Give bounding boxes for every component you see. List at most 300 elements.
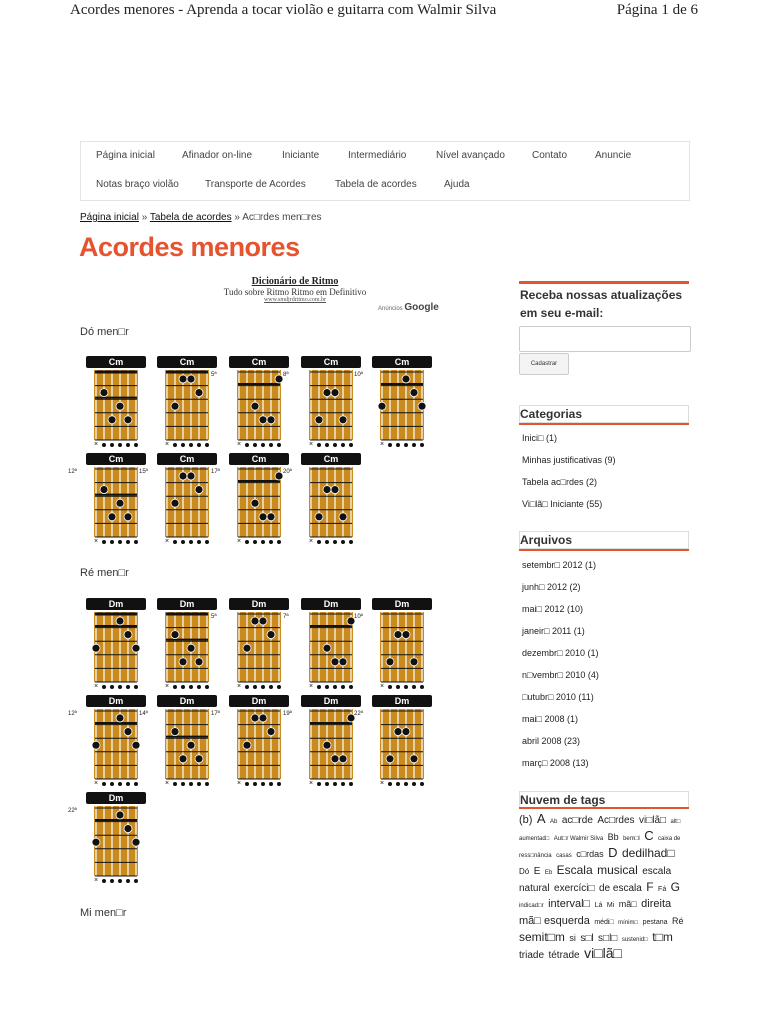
finger-dot	[108, 416, 116, 424]
ads-brand: Google	[404, 302, 439, 313]
tag-link[interactable]: aumentad□	[519, 836, 550, 842]
archive-item[interactable]: setembr□ 2012 (1)	[522, 560, 596, 570]
finger-dot	[187, 375, 195, 383]
finger-dot	[195, 389, 203, 397]
chord-name: Cm	[229, 356, 289, 368]
fretboard-grid	[227, 705, 291, 781]
string-marker	[118, 782, 122, 786]
tag-link[interactable]: (b)	[519, 814, 533, 826]
tag-link[interactable]: direita	[641, 898, 672, 910]
string-marker	[197, 782, 201, 786]
string-marker	[110, 879, 114, 883]
finger-dot	[402, 631, 410, 639]
tag-link[interactable]: D	[608, 845, 618, 860]
finger-dot	[410, 755, 418, 763]
string-marker	[126, 782, 130, 786]
fretboard-grid	[299, 463, 363, 539]
finger-dot	[132, 741, 140, 749]
finger-dot	[100, 486, 108, 494]
string-marker	[253, 685, 257, 689]
chord-name: Cm	[301, 453, 361, 465]
string-marker	[388, 685, 392, 689]
finger-dot	[275, 472, 283, 480]
muted-string-mark: ×	[165, 683, 170, 690]
finger-dot	[267, 728, 275, 736]
string-marker	[134, 443, 138, 447]
tag-link[interactable]: C	[644, 828, 654, 843]
muted-string-mark: ×	[380, 441, 385, 448]
string-marker	[102, 443, 106, 447]
string-marker	[269, 443, 273, 447]
muted-string-mark: ×	[237, 538, 242, 545]
breadcrumb-parent[interactable]: Tabela de acordes	[149, 212, 232, 223]
tag-link[interactable]: bem□l	[623, 836, 640, 842]
finger-dot	[179, 472, 187, 480]
nav-beginner[interactable]: Iniciante	[282, 150, 320, 161]
chord-fret-label: 17ª	[211, 469, 220, 475]
chord-diagram	[68, 792, 148, 888]
string-marker	[205, 685, 209, 689]
string-marker	[317, 685, 321, 689]
tag-link[interactable]: s□l□	[598, 933, 618, 944]
finger-dot	[339, 416, 347, 424]
finger-dot	[171, 631, 179, 639]
finger-dot	[124, 416, 132, 424]
muted-string-mark: ×	[309, 538, 314, 545]
finger-dot	[132, 838, 140, 846]
string-marker	[173, 782, 177, 786]
categories-title: Categorias	[520, 407, 583, 421]
chord-name: Cm	[157, 356, 217, 368]
chord-fret-label: 20ª	[283, 469, 292, 475]
finger-dot	[386, 755, 394, 763]
chord-diagram	[283, 598, 363, 694]
string-marker	[261, 782, 265, 786]
chord-diagram	[84, 356, 148, 452]
muted-string-mark: ×	[309, 441, 314, 448]
string-marker	[118, 685, 122, 689]
finger-dot	[124, 728, 132, 736]
tag-link[interactable]: Mi	[606, 902, 615, 909]
string-marker	[126, 879, 130, 883]
string-marker	[349, 782, 353, 786]
chord-diagram	[68, 695, 148, 791]
muted-string-mark: ×	[165, 538, 170, 545]
muted-string-mark: ×	[237, 683, 242, 690]
muted-string-mark: ×	[380, 683, 385, 690]
string-marker	[253, 443, 257, 447]
chord-name: Cm	[372, 356, 432, 368]
print-header	[0, 0, 768, 24]
finger-dot	[124, 631, 132, 639]
category-item[interactable]: Tabela ac□rdes (2)	[522, 477, 597, 487]
tag-link[interactable]: Fá	[658, 886, 667, 893]
finger-dot	[259, 714, 267, 722]
string-marker	[349, 540, 353, 544]
finger-dot	[323, 741, 331, 749]
archive-item[interactable]: mai□ 2012 (10)	[522, 604, 583, 614]
finger-dot	[394, 728, 402, 736]
tag-link[interactable]: A	[536, 811, 546, 826]
string-marker	[317, 540, 321, 544]
muted-string-mark: ×	[165, 780, 170, 787]
string-marker	[269, 685, 273, 689]
string-marker	[261, 685, 265, 689]
chord-diagram	[139, 453, 219, 549]
chord-diagram	[139, 695, 219, 791]
finger-dot	[315, 416, 323, 424]
page-title: Acordes menores	[79, 232, 300, 262]
tag-link[interactable]: Ac□rdes	[597, 815, 635, 826]
muted-string-mark: ×	[94, 441, 99, 448]
breadcrumb	[80, 212, 322, 223]
finger-dot	[187, 741, 195, 749]
section-re-minor: Ré men□r	[80, 567, 129, 579]
chord-name: Dm	[157, 695, 217, 707]
finger-dot	[259, 513, 267, 521]
nav-home[interactable]: Página inicial	[96, 150, 155, 161]
finger-dot	[116, 811, 124, 819]
fretboard-grid	[370, 366, 434, 442]
archives-rule	[519, 549, 689, 551]
string-marker	[261, 443, 265, 447]
tag-link[interactable]: vi□lã□	[638, 815, 667, 826]
finger-dot	[195, 658, 203, 666]
string-marker	[189, 540, 193, 544]
muted-string-mark: ×	[94, 538, 99, 545]
fretboard	[380, 709, 424, 779]
string-marker	[404, 782, 408, 786]
fretboard	[380, 612, 424, 682]
category-item[interactable]: Vi□lã□ Iniciante (55)	[522, 499, 603, 509]
chord-name: Dm	[301, 695, 361, 707]
string-marker	[325, 443, 329, 447]
string-marker	[325, 685, 329, 689]
string-marker	[126, 443, 130, 447]
string-marker	[341, 540, 345, 544]
nav-fretboard-notes[interactable]: Notas braço violão	[96, 179, 179, 190]
tag-link[interactable]: indicad□r	[519, 903, 544, 909]
chord-fret-label: 8ª	[283, 372, 289, 378]
chord-diagram	[68, 453, 148, 549]
email-input[interactable]	[519, 326, 691, 352]
section-mi-minor: Mi men□r	[80, 907, 127, 919]
print-page-number: Página 1 de 6	[616, 2, 698, 18]
breadcrumb-separator: »	[231, 212, 243, 223]
string-marker	[173, 443, 177, 447]
chord-fret-label: 19ª	[283, 711, 292, 717]
string-marker	[420, 685, 424, 689]
string-marker	[333, 443, 337, 447]
muted-string-mark: ×	[237, 441, 242, 448]
chord-diagram	[354, 356, 434, 452]
fretboard-grid	[370, 705, 434, 781]
ads-text: Anúncios	[378, 306, 403, 312]
string-marker	[412, 685, 416, 689]
tag-cloud	[519, 812, 689, 962]
breadcrumb-current: Ac□rdes men□res	[242, 212, 322, 223]
finger-dot	[339, 513, 347, 521]
finger-dot	[259, 416, 267, 424]
finger-dot	[187, 472, 195, 480]
archive-item[interactable]: abril 2008 (23)	[522, 736, 581, 746]
archive-item[interactable]: junh□ 2012 (2)	[522, 582, 581, 592]
string-marker	[110, 443, 114, 447]
nav-advertise[interactable]: Anuncie	[595, 150, 632, 161]
breadcrumb-home[interactable]: Página inicial	[80, 212, 139, 223]
category-item[interactable]: Minhas justificativas (9)	[522, 455, 616, 465]
chord-fret-label: 5ª	[211, 614, 217, 620]
chord-diagram	[211, 695, 291, 791]
chord-fret-label: 15ª	[139, 469, 148, 475]
archive-item[interactable]: dezembr□ 2010 (1)	[522, 648, 599, 658]
finger-dot	[171, 402, 179, 410]
nav-chord-table[interactable]: Tabela de acordes	[335, 179, 417, 190]
string-marker	[118, 879, 122, 883]
string-marker	[269, 540, 273, 544]
tag-link[interactable]: Eb	[544, 870, 553, 876]
finger-dot	[386, 658, 394, 666]
tag-link[interactable]: Bb	[607, 832, 619, 842]
archive-item[interactable]: □utubr□ 2010 (11)	[522, 692, 594, 702]
finger-dot	[171, 499, 179, 507]
chord-diagram	[84, 598, 148, 694]
ads-label[interactable]	[378, 302, 439, 313]
string-marker	[102, 540, 106, 544]
archive-item[interactable]: mai□ 2008 (1)	[522, 714, 578, 724]
finger-dot	[243, 741, 251, 749]
chord-name: Dm	[86, 792, 146, 804]
string-marker	[412, 443, 416, 447]
string-marker	[396, 782, 400, 786]
string-marker	[205, 782, 209, 786]
chord-name: Dm	[372, 695, 432, 707]
string-marker	[245, 685, 249, 689]
string-marker	[396, 685, 400, 689]
nav-advanced[interactable]: Nível avançado	[436, 150, 505, 161]
finger-dot	[187, 644, 195, 652]
tag-link[interactable]: t□m	[652, 930, 673, 944]
string-marker	[126, 685, 130, 689]
string-marker	[388, 782, 392, 786]
tag-link[interactable]: escala natural	[519, 866, 672, 894]
tag-link[interactable]: interval□	[548, 898, 591, 910]
string-marker	[173, 685, 177, 689]
chord-name: Dm	[229, 695, 289, 707]
tag-link[interactable]: exercíci□	[554, 883, 595, 894]
newsletter-title-line2: em seu e-mail:	[520, 306, 604, 320]
string-marker	[341, 443, 345, 447]
string-marker	[189, 443, 193, 447]
string-marker	[277, 540, 281, 544]
string-marker	[341, 685, 345, 689]
fretboard-grid	[155, 608, 219, 684]
chord-diagram	[354, 598, 434, 694]
tag-link[interactable]: de escala	[598, 883, 642, 894]
tag-link[interactable]: dedilhad□	[621, 846, 675, 860]
tag-link[interactable]: triade	[519, 950, 545, 961]
finger-dot	[267, 416, 275, 424]
chord-diagram	[283, 453, 363, 549]
nav-help[interactable]: Ajuda	[444, 179, 470, 190]
string-marker	[317, 443, 321, 447]
string-marker	[134, 782, 138, 786]
chord-name: Cm	[229, 453, 289, 465]
finger-dot	[124, 513, 132, 521]
tag-link[interactable]: mã□	[618, 899, 637, 909]
fretboard-grid	[227, 463, 291, 539]
string-marker	[134, 540, 138, 544]
string-marker	[102, 782, 106, 786]
finger-dot	[331, 658, 339, 666]
tag-link[interactable]: Dó	[519, 867, 530, 876]
tag-link[interactable]: E	[533, 866, 541, 877]
tag-link[interactable]: mã□ esquerda	[519, 915, 590, 927]
tag-link[interactable]: tétrade	[548, 950, 580, 961]
chord-fret-label: 10ª	[354, 372, 363, 378]
finger-dot	[323, 644, 331, 652]
tag-link[interactable]: vi□lã□	[584, 945, 622, 961]
dictionary-subtitle: Tudo sobre Ritmo Ritmo em Definitivo	[223, 287, 367, 297]
finger-dot	[402, 375, 410, 383]
string-marker	[245, 443, 249, 447]
nav-contact[interactable]: Contato	[532, 150, 568, 161]
string-marker	[134, 879, 138, 883]
tag-link[interactable]: Ré	[671, 916, 684, 926]
string-marker	[110, 685, 114, 689]
finger-dot	[116, 714, 124, 722]
tag-link[interactable]: Ab	[550, 819, 558, 825]
chord-name: Dm	[229, 598, 289, 610]
finger-dot	[339, 658, 347, 666]
main-nav	[80, 141, 690, 201]
string-marker	[205, 540, 209, 544]
chord-diagram	[155, 598, 219, 694]
finger-dot	[132, 644, 140, 652]
subscribe-button[interactable]: Cadastrar	[519, 353, 569, 375]
chord-name: Cm	[86, 453, 146, 465]
tag-link[interactable]: s□l	[580, 933, 594, 944]
nav-chord-transpose[interactable]: Transporte de Acordes	[205, 179, 306, 190]
string-marker	[189, 782, 193, 786]
tag-link[interactable]: Lá	[594, 902, 603, 909]
categories-rule	[519, 423, 689, 425]
string-marker	[126, 540, 130, 544]
dictionary-title[interactable]: Dicionário de Ritmo	[251, 276, 339, 287]
tag-link[interactable]: caixa de ress□nância	[519, 836, 681, 859]
string-marker	[317, 782, 321, 786]
finger-dot	[251, 402, 259, 410]
chord-fret-label: 22ª	[68, 808, 77, 814]
tags-rule	[519, 807, 689, 809]
tag-link[interactable]: mínim□	[618, 920, 639, 926]
muted-string-mark: ×	[94, 877, 99, 884]
tag-link[interactable]: casas	[556, 853, 572, 859]
finger-dot	[331, 486, 339, 494]
string-marker	[325, 782, 329, 786]
fretboard-grid	[155, 705, 219, 781]
archive-item[interactable]: març□ 2008 (13)	[522, 758, 589, 768]
archive-item[interactable]: n□vembr□ 2010 (4)	[522, 670, 599, 680]
chord-diagram	[155, 356, 219, 452]
chord-fret-label: 17ª	[211, 711, 220, 717]
dictionary-url[interactable]: www.smdjrdritmo.com.br	[263, 297, 327, 303]
chord-fret-label: 22ª	[354, 711, 363, 717]
string-marker	[349, 685, 353, 689]
chord-fret-label: 12ª	[68, 469, 77, 475]
tag-link[interactable]: musical	[597, 863, 638, 877]
string-marker	[420, 443, 424, 447]
string-marker	[412, 782, 416, 786]
fretboard-grid	[155, 463, 219, 539]
finger-dot	[267, 513, 275, 521]
tag-link[interactable]: F	[646, 880, 654, 894]
tag-link[interactable]: pestana	[642, 919, 668, 926]
string-marker	[269, 782, 273, 786]
tag-link[interactable]: alt□	[670, 819, 681, 825]
fretboard-grid	[227, 608, 291, 684]
string-marker	[181, 443, 185, 447]
tag-link[interactable]: semit□m	[519, 930, 565, 944]
finger-dot	[259, 617, 267, 625]
breadcrumb-separator: »	[138, 212, 150, 223]
dictionary-banner[interactable]	[195, 276, 395, 303]
chord-name: Cm	[86, 356, 146, 368]
nav-intermediate[interactable]: Intermediário	[348, 150, 407, 161]
finger-dot	[195, 755, 203, 763]
finger-dot	[267, 631, 275, 639]
string-marker	[110, 782, 114, 786]
fretboard	[309, 467, 353, 537]
finger-dot	[378, 402, 386, 410]
finger-dot	[179, 658, 187, 666]
category-item[interactable]: Inici□ (1)	[522, 433, 557, 443]
finger-dot	[100, 389, 108, 397]
chord-fret-label: 14ª	[139, 711, 148, 717]
string-marker	[277, 782, 281, 786]
finger-dot	[315, 513, 323, 521]
finger-dot	[92, 838, 100, 846]
tag-link[interactable]: G	[670, 880, 681, 894]
nav-tuner[interactable]: Afinador on-line	[182, 150, 253, 161]
tag-link[interactable]: c□rdas	[576, 849, 604, 859]
tag-link[interactable]: ac□rde	[561, 815, 593, 826]
finger-dot	[331, 755, 339, 763]
chord-fret-label: 12ª	[68, 711, 77, 717]
chord-name: Dm	[157, 598, 217, 610]
tag-link[interactable]: médi□	[594, 919, 614, 926]
finger-dot	[275, 375, 283, 383]
finger-dot	[418, 402, 426, 410]
fretboard-grid	[84, 802, 148, 878]
finger-dot	[116, 617, 124, 625]
finger-dot	[171, 728, 179, 736]
string-marker	[404, 443, 408, 447]
string-marker	[341, 782, 345, 786]
archive-item[interactable]: janeir□ 2011 (1)	[522, 626, 585, 636]
fretboard	[309, 370, 353, 440]
tag-link[interactable]: Aut□r Walmir Silva	[553, 836, 604, 842]
muted-string-mark: ×	[94, 780, 99, 787]
chord-name: Dm	[301, 598, 361, 610]
string-marker	[261, 540, 265, 544]
muted-string-mark: ×	[94, 683, 99, 690]
fretboard-grid	[84, 366, 148, 442]
tag-link[interactable]: Escala	[556, 863, 593, 877]
tag-link[interactable]: si	[569, 933, 576, 943]
tag-link[interactable]: sustenid□	[621, 937, 648, 943]
string-marker	[388, 443, 392, 447]
